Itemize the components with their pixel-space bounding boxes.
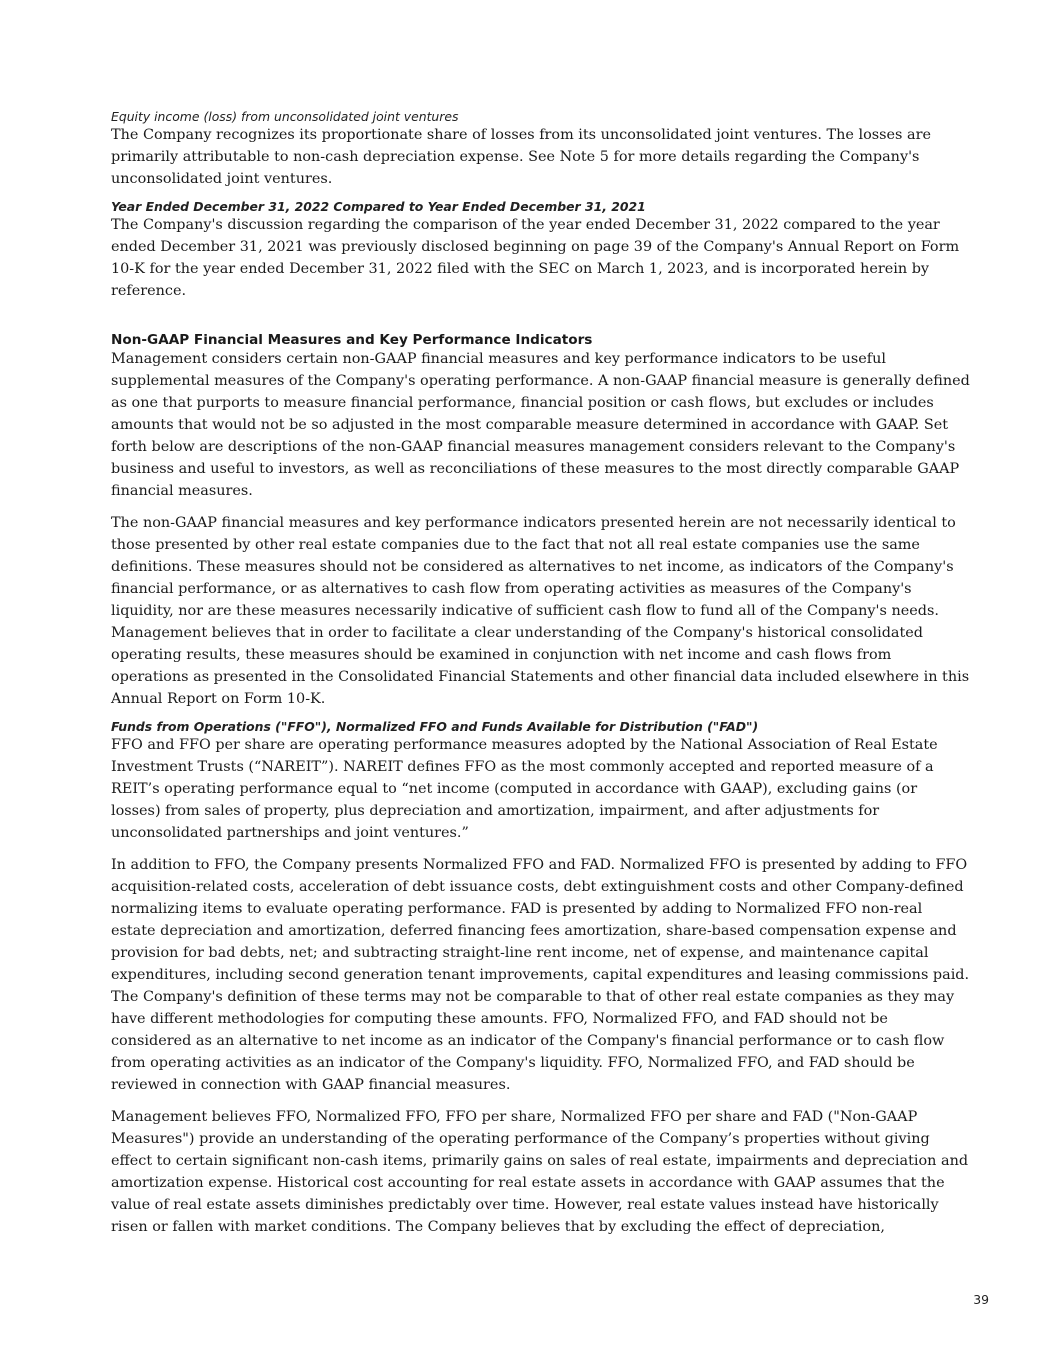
equity-income-paragraph: The Company recognizes its proportionate share of losses from its unconsolidated joint ventures. The losses are primarily attributable to non-cash depreciation expense. See Note 5 for more details regarding the Company's unconsolidated joint ventures. bbox=[111, 127, 931, 187]
non-gaap-paragraph-2: The non-GAAP financial measures and key performance indicators presented herein are not necessarily identical to those presented by other real estate companies due to the fact that not all real estate companies use the same definitions. These measures should not be considered as alternatives to net income, as indicators of the Company's financial performance, or as alternatives to cash flow from operating activities as measures of the Company's liquidity, nor are these measures necessarily indicative of sufficient cash flow to fund all of the Company's needs. Management believes that in order to facilitate a clear understanding of the Company's historical consolidated operating results, these measures should be examined in conjunction with net income and cash flows from operations as presented in the Consolidated Financial Statements and other financial data included elsewhere in this Annual Report on Form 10-K. bbox=[111, 515, 970, 707]
ffo-paragraph-1: FFO and FFO per share are operating performance measures adopted by the National Association of Real Estate Investment Trusts (“NAREIT”). NAREIT defines FFO as the most commonly accepted and reported measure of a REIT’s operating performance equal to “net income (computed in accordance with GAAP), excluding gains (or losses) from sales of property, plus depreciation and amortization, impairment, and after adjustments for unconsolidated partnerships and joint ventures.” bbox=[111, 737, 938, 841]
non-gaap-heading: Non-GAAP Financial Measures and Key Performance Indicators bbox=[111, 332, 593, 348]
year-compare-paragraph: The Company's discussion regarding the comparison of the year ended December 31, 2022 compared to the year ended December 31, 2021 was previously disclosed beginning on page 39 of the Company's Annual Report on Form 10-K for the year ended December 31, 2022 filed with the SEC on March 1, 2023, and is incorporated herein by reference. bbox=[111, 217, 960, 299]
document-page bbox=[111, 110, 971, 1238]
year-compare-subheading: Year Ended December 31, 2022 Compared to Year Ended December 31, 2021 bbox=[111, 199, 646, 214]
ffo-paragraph-3: Management believes FFO, Normalized FFO, FFO per share, Normalized FFO per share and FAD ("Non-GAAP Measures") provide an understanding of the operating performance of the Company’s properties without giving effect to certain significant non-cash items, primarily gains on sales of real estate, impairments and depreciation and amortization expense. Historical cost accounting for real estate assets in accordance with GAAP assumes that the value of real estate assets diminishes predictably over time. However, real estate values instead have historically risen or fallen with market conditions. The Company believes that by excluding the effect of depreciation, bbox=[111, 1109, 969, 1235]
non-gaap-paragraph-1: Management considers certain non-GAAP financial measures and key performance indicators to be useful supplemental measures of the Company's operating performance. A non-GAAP financial measure is generally defined as one that purports to measure financial performance, financial position or cash flows, but excludes or includes amounts that would not be so adjusted in the most comparable measure determined in accordance with GAAP. Set forth below are descriptions of the non-GAAP financial measures management considers relevant to the Company's business and useful to investors, as well as reconciliations of these measures to the most directly comparable GAAP financial measures. bbox=[111, 351, 970, 499]
ffo-subheading: Funds from Operations ("FFO"), Normalized FFO and Funds Available for Distribution ("FAD") bbox=[111, 719, 759, 734]
equity-income-subheading: Equity income (loss) from unconsolidated joint ventures bbox=[111, 109, 459, 124]
ffo-paragraph-2: In addition to FFO, the Company presents Normalized FFO and FAD. Normalized FFO is presented by adding to FFO acquisition-related costs, acceleration of debt issuance costs, debt extinguishment costs and other Company-defined normalizing items to evaluate operating performance. FAD is presented by adding to Normalized FFO non-real estate depreciation and amortization, deferred financing fees amortization, share-based compensation expense and provision for bad debts, net; and subtracting straight-line rent income, net of expense, and maintenance capital expenditures, including second generation tenant improvements, capital expenditures and leasing commissions paid. The Company's definition of these terms may not be comparable to that of other real estate companies as they may have different methodologies for computing these amounts. FFO, Normalized FFO, and FAD should not be considered as an alternative to net income as an indicator of the Company's financial performance or to cash flow from operating activities as an indicator of the Company's liquidity. FFO, Normalized FFO, and FAD should be reviewed in connection with GAAP financial measures. bbox=[111, 857, 970, 1093]
page-number: 39 bbox=[973, 1292, 989, 1307]
